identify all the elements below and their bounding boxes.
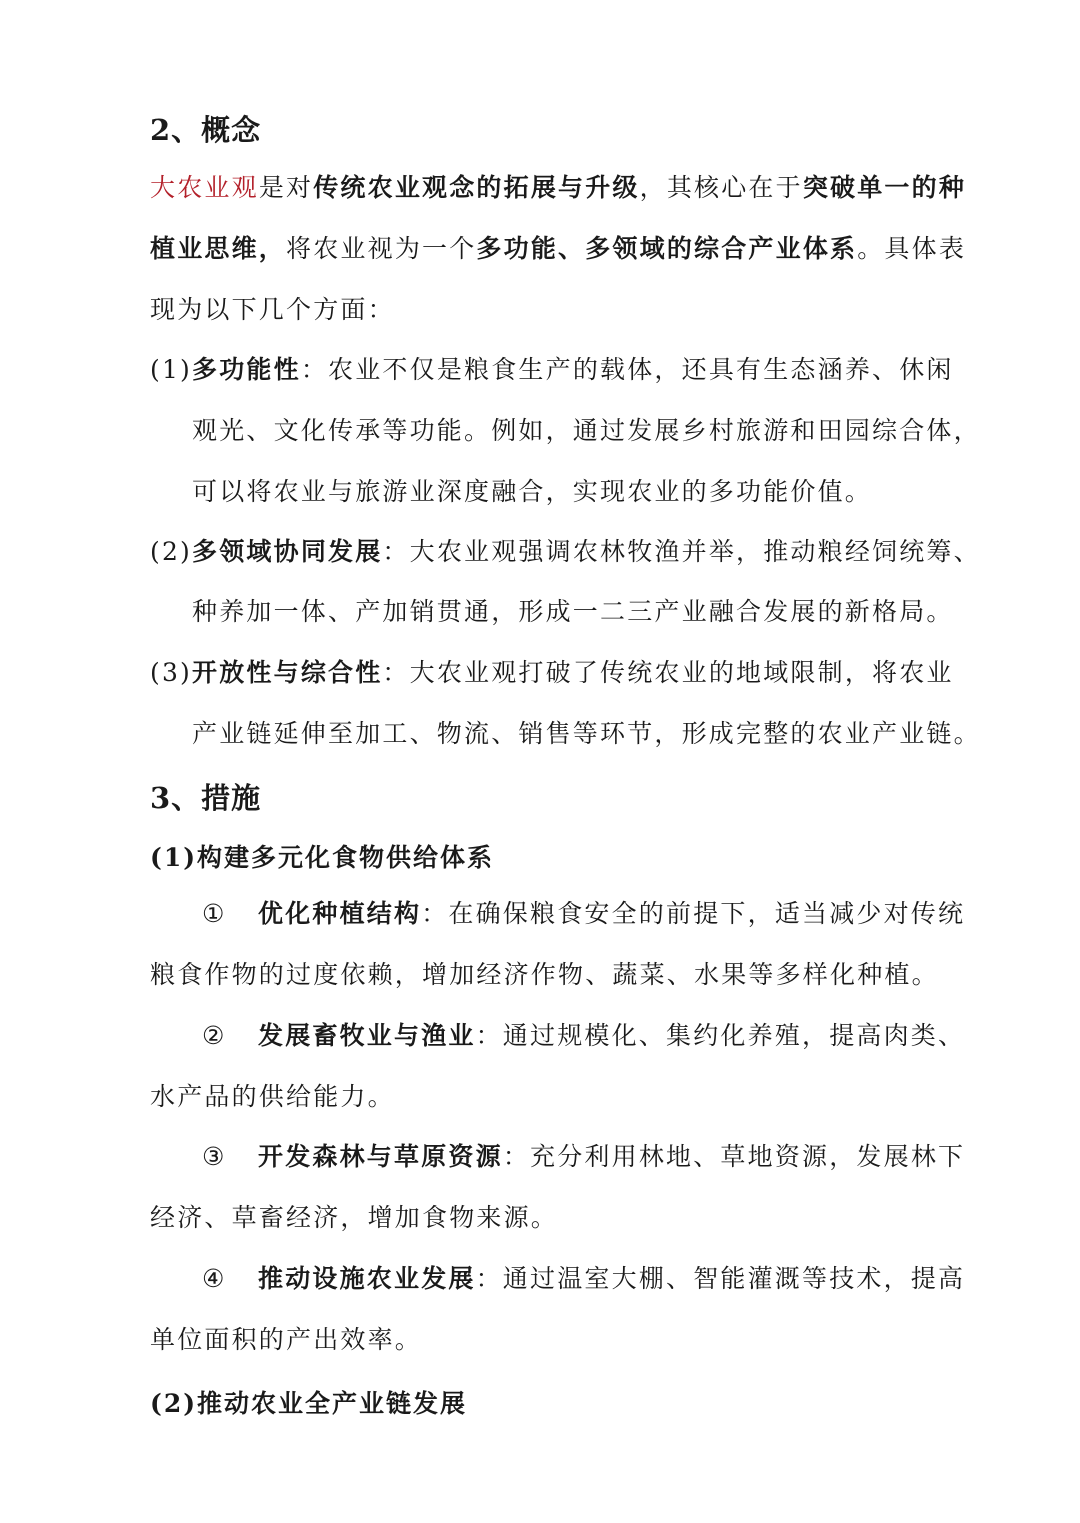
section-heading-concept: 2、概念 xyxy=(150,113,262,147)
section-heading-measures: 3、措施 xyxy=(150,781,262,815)
highlight-term: 大农业观 xyxy=(150,173,259,202)
list-item-1-line-3: 可以将农业与旅游业深度融合，实现农业的多功能价值。 xyxy=(192,477,873,506)
subheading-food-supply: (1)构建多元化食物供给体系 xyxy=(150,843,495,872)
measure-3-line-2: 经济、草畜经济，增加食物来源。 xyxy=(150,1203,559,1232)
intro-line-2: 植业思维，将农业视为一个多功能、多领域的综合产业体系。具体表 xyxy=(150,234,967,263)
measure-3-line-1: ③ 开发森林与草原资源：充分利用林地、草地资源，发展林下 xyxy=(202,1142,966,1171)
measure-1-line-2: 粮食作物的过度依赖，增加经济作物、蔬菜、水果等多样化种植。 xyxy=(150,960,939,989)
list-item-1-line-1: (1)多功能性：农业不仅是粮食生产的载体，还具有生态涵养、休闲 xyxy=(150,355,954,384)
measure-4-line-1: ④ 推动设施农业发展：通过温室大棚、智能灌溉等技术，提高 xyxy=(202,1264,966,1293)
list-item-1-line-2: 观光、文化传承等功能。例如，通过发展乡村旅游和田园综合体， xyxy=(192,416,981,445)
measure-2-line-2: 水产品的供给能力。 xyxy=(150,1082,395,1111)
intro-line-3: 现为以下几个方面： xyxy=(150,295,395,324)
intro-line-1: 大农业观是对传统农业观念的拓展与升级，其核心在于突破单一的种 xyxy=(150,173,967,202)
measure-1-line-1: ① 优化种植结构：在确保粮食安全的前提下，适当减少对传统 xyxy=(202,899,966,928)
subheading-value-chain: (2)推动农业全产业链发展 xyxy=(150,1389,468,1418)
list-item-3-line-1: (3)开放性与综合性：大农业观打破了传统农业的地域限制，将农业 xyxy=(150,658,954,687)
list-item-2-line-2: 种养加一体、产加销贯通，形成一二三产业融合发展的新格局。 xyxy=(192,597,954,626)
measure-2-line-1: ② 发展畜牧业与渔业：通过规模化、集约化养殖，提高肉类、 xyxy=(202,1021,966,1050)
measure-4-line-2: 单位面积的产出效率。 xyxy=(150,1325,423,1354)
list-item-2-line-1: (2)多领域协同发展：大农业观强调农林牧渔并举，推动粮经饲统筹、 xyxy=(150,537,981,566)
list-item-3-line-2: 产业链延伸至加工、物流、销售等环节，形成完整的农业产业链。 xyxy=(192,719,981,748)
